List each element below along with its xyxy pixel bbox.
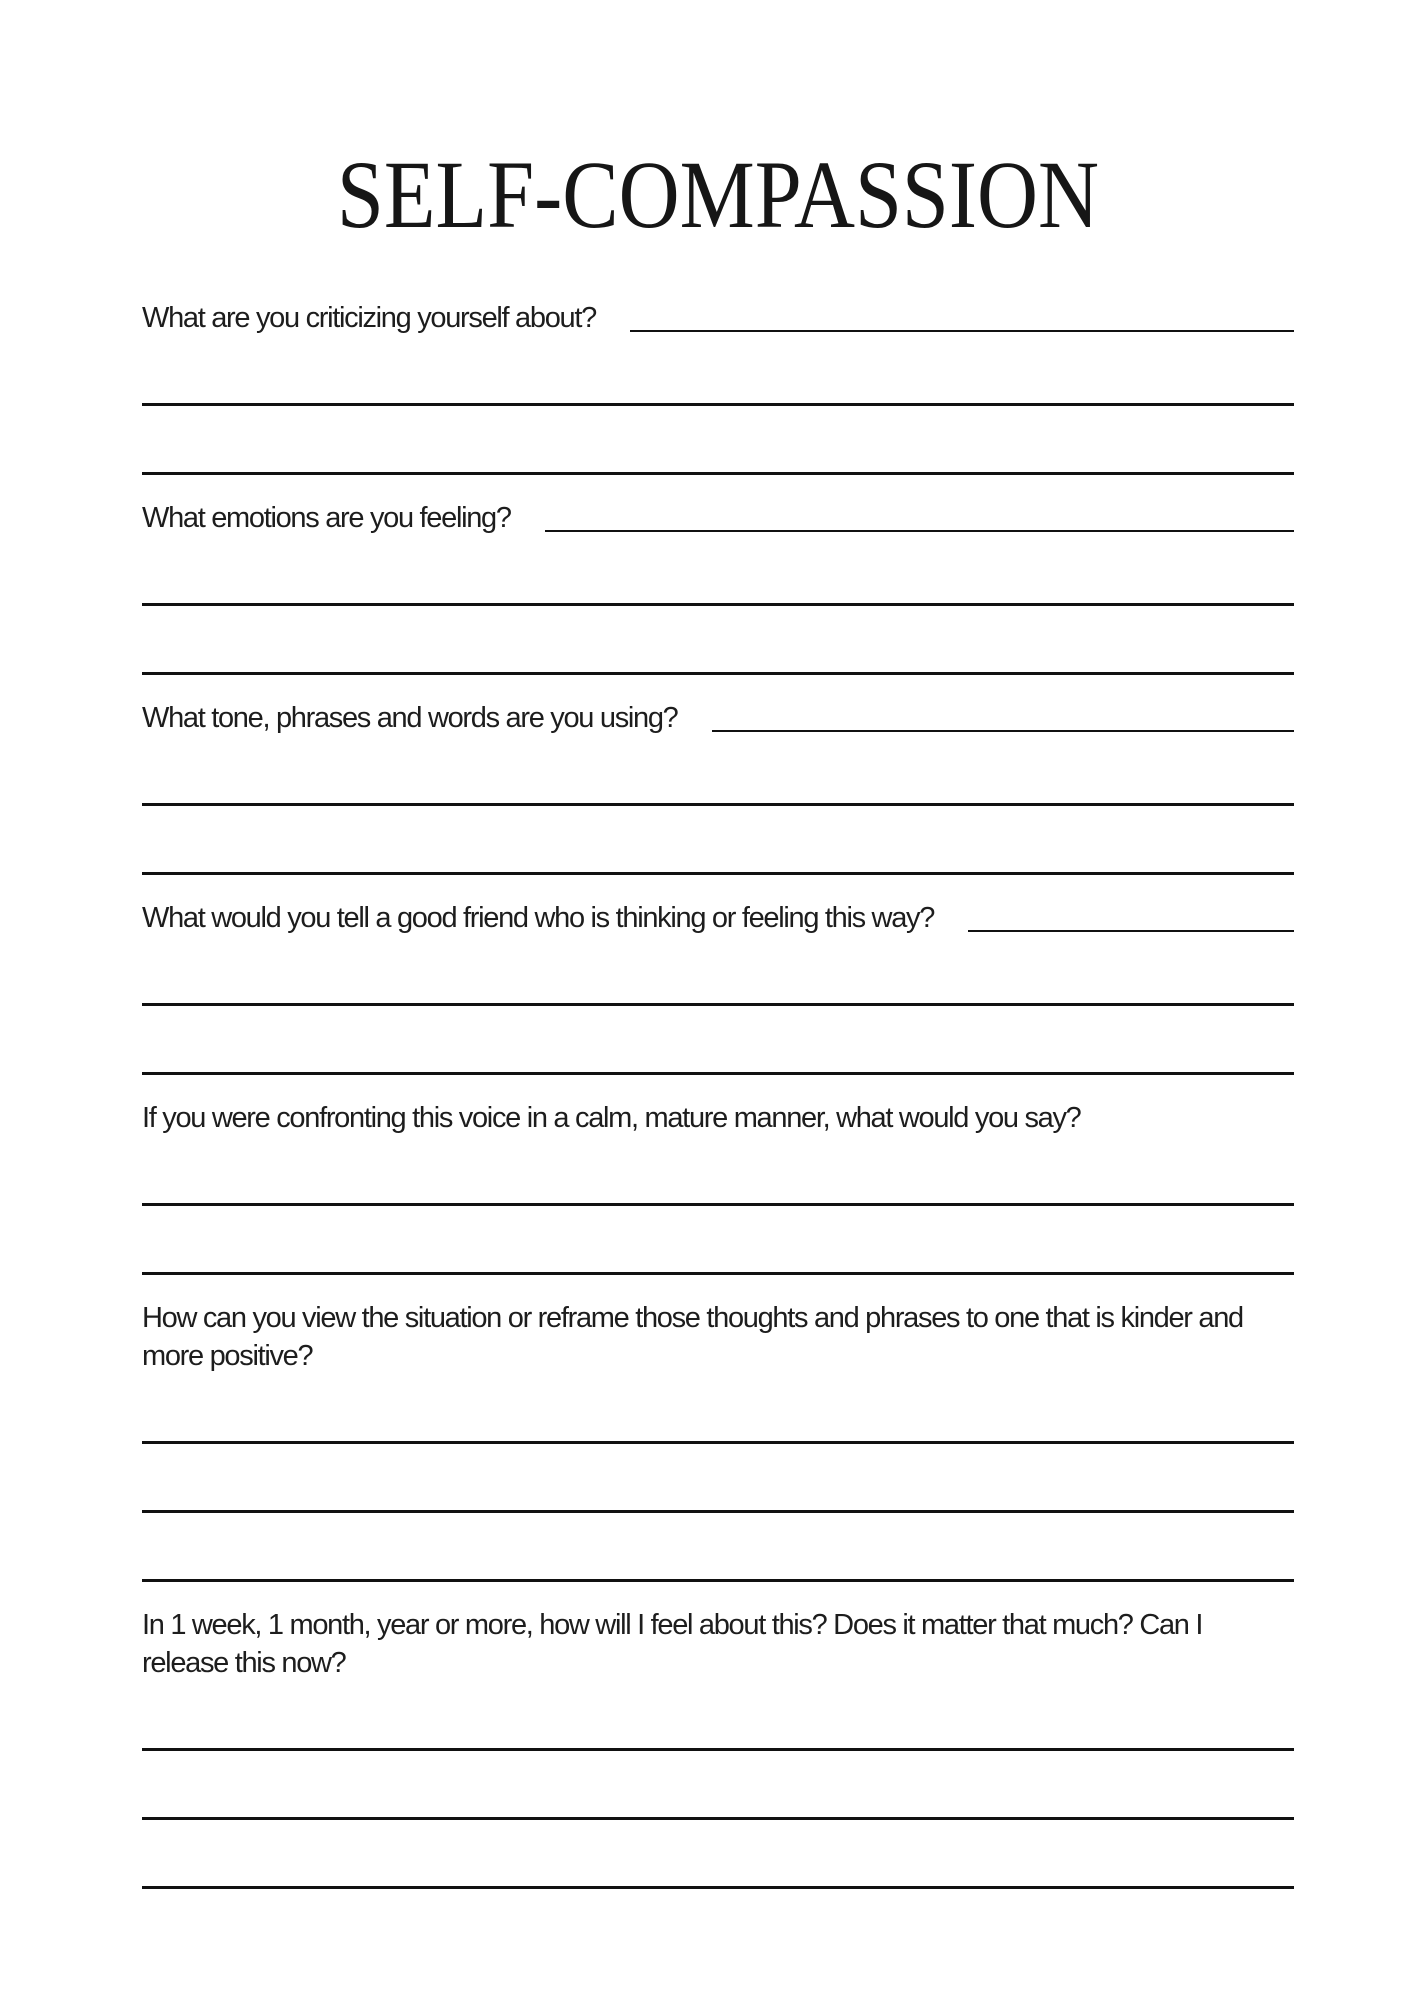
answer-line [142,1513,1294,1582]
answer-line [142,1444,1294,1513]
question-label: If you were confronting this voice in a calm, mature manner, what would you say? [142,1102,1081,1134]
question-row [142,499,1294,537]
question-section [142,699,1294,875]
inline-answer-line [712,730,1294,732]
question-row [142,699,1294,737]
answer-line [142,406,1294,475]
question-section [142,299,1294,475]
answer-line [142,806,1294,875]
inline-answer-line [630,330,1294,332]
answer-line [142,1006,1294,1075]
question-section [142,899,1294,1075]
question-row [142,1606,1294,1682]
answer-line [142,937,1294,1006]
question-label: What tone, phrases and words are you using? [142,702,678,734]
question-label: What would you tell a good friend who is thinking or feeling this way? [142,902,935,934]
inline-answer-line [545,530,1294,532]
page-title: SELF-COMPASSION [336,141,1100,248]
question-label: In 1 week, 1 month, year or more, how will I feel about this? Does it matter that much? Can I release this now? [142,1609,1203,1679]
answer-line [142,1206,1294,1275]
answer-line [142,1820,1294,1889]
inline-answer-line [968,930,1294,932]
question-row [142,299,1294,337]
question-section [142,1299,1294,1582]
question-section [142,499,1294,675]
answer-line [142,1682,1294,1751]
answer-line [142,1137,1294,1206]
question-section [142,1099,1294,1275]
answer-line [142,606,1294,675]
question-row [142,1299,1294,1375]
question-label: What are you criticizing yourself about? [142,302,596,334]
answer-line [142,1751,1294,1820]
answer-line [142,537,1294,606]
question-section [142,1606,1294,1889]
question-label: How can you view the situation or reframe those thoughts and phrases to one that is kinder and more positive? [142,1302,1243,1372]
answer-line [142,1375,1294,1444]
question-row [142,1099,1294,1137]
answer-line [142,337,1294,406]
questions-container [142,299,1294,1889]
question-label: What emotions are you feeling? [142,502,511,534]
answer-line [142,737,1294,806]
question-row [142,899,1294,937]
